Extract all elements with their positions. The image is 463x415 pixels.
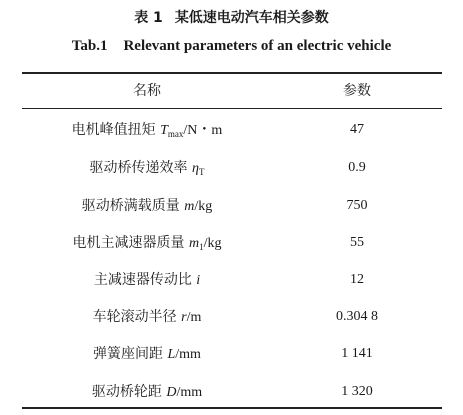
param-label: 驱动桥满载质量	[81, 198, 180, 214]
param-unit: /kg	[194, 199, 213, 214]
param-name	[22, 113, 272, 151]
param-name	[22, 300, 272, 335]
caption-text-cn: 某低速电动汽车相关参数	[174, 10, 329, 26]
param-label: 车轮滚动半径	[92, 309, 177, 325]
table-row	[22, 263, 442, 297]
param-name	[22, 337, 272, 372]
header-name: 名称	[133, 83, 161, 99]
table-row	[22, 337, 442, 371]
param-subscript: max	[167, 129, 184, 139]
param-unit: /N・m	[183, 123, 223, 138]
param-name	[22, 226, 272, 264]
param-value: 0.9	[348, 160, 366, 175]
param-symbol: m	[188, 236, 200, 251]
param-value: 1 141	[341, 346, 373, 361]
param-value: 750	[346, 198, 368, 213]
param-label: 驱动桥轮距	[91, 384, 162, 400]
param-value: 47	[350, 122, 364, 137]
table-bottom-rule	[22, 407, 442, 409]
param-label: 电机主减速器质量	[72, 235, 185, 251]
param-label: 电机峰值扭矩	[71, 122, 156, 138]
param-label: 驱动桥传递效率	[89, 160, 188, 176]
param-subscript: 1	[199, 242, 204, 252]
table-row	[22, 113, 442, 147]
param-unit: /m	[186, 310, 202, 325]
param-value: 55	[350, 235, 364, 250]
param-value: 1 320	[341, 384, 373, 399]
table-row	[22, 151, 442, 185]
param-unit: /mm	[176, 385, 203, 400]
param-value: 0.304 8	[336, 309, 378, 324]
table-row	[22, 300, 442, 334]
caption-text-en: Relevant parameters of an electric vehicle	[123, 38, 392, 54]
param-name	[22, 375, 272, 410]
table-row	[22, 375, 442, 409]
param-name	[22, 263, 272, 298]
table-header-row	[22, 74, 442, 108]
param-subscript: T	[198, 167, 205, 177]
header-value: 参数	[343, 83, 371, 99]
param-symbol: L	[167, 347, 176, 362]
param-name	[22, 189, 272, 224]
table-row	[22, 226, 442, 260]
param-label: 主减速器传动比	[93, 272, 192, 288]
param-symbol: m	[184, 199, 195, 214]
param-symbol: η	[192, 161, 199, 176]
param-name	[22, 151, 272, 189]
caption-label-cn: 表 1	[134, 10, 163, 26]
param-symbol: i	[196, 273, 201, 288]
param-unit: /kg	[203, 236, 222, 251]
table-row	[22, 189, 442, 223]
table-header-rule	[22, 108, 442, 109]
param-value: 12	[350, 272, 364, 287]
table-caption-cn	[0, 7, 463, 27]
table-caption-en	[0, 38, 463, 55]
caption-label-en: Tab.1	[71, 38, 108, 54]
param-symbol: D	[166, 385, 177, 400]
param-symbol: r	[181, 310, 187, 325]
param-unit: /mm	[175, 347, 201, 362]
param-label: 弹簧座间距	[93, 346, 164, 362]
param-symbol: T	[160, 123, 168, 138]
